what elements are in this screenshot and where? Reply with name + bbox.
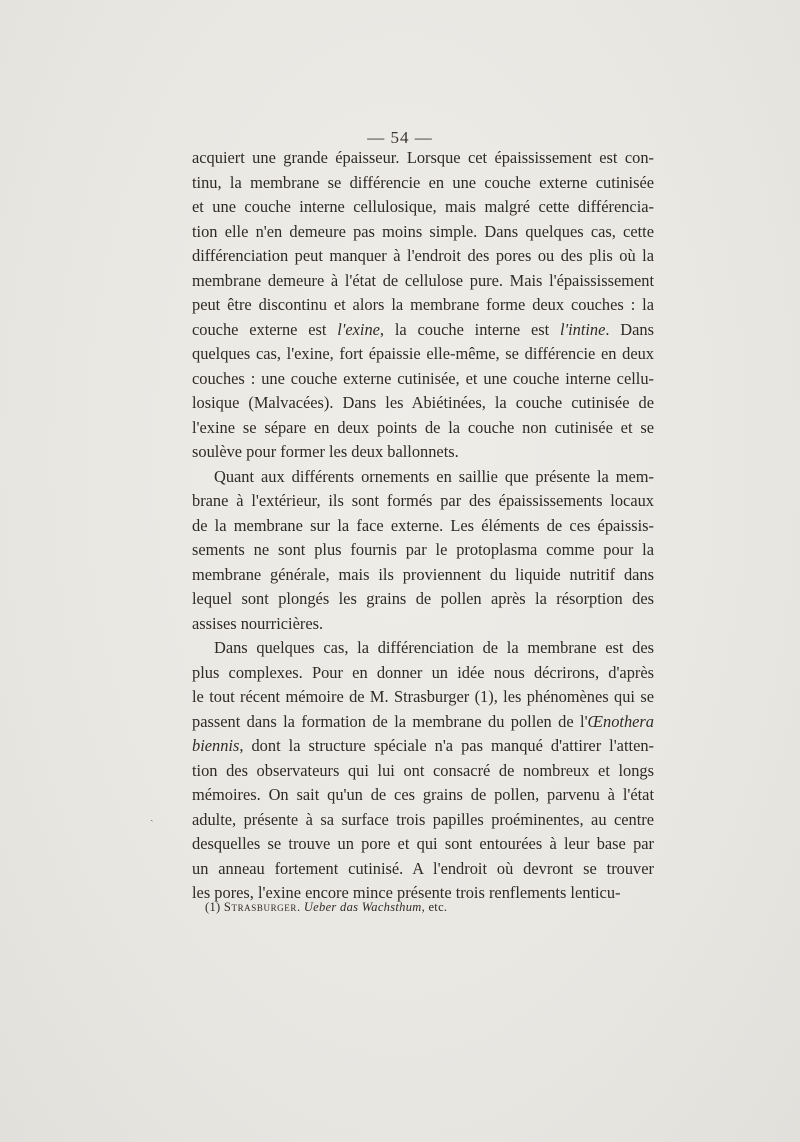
text-line: losique (Malvacées). Dans les Abiétinées, la couche cutinisée de: [192, 393, 654, 412]
text-line: tion des observateurs qui lui ont consacré de nombreux et longs: [192, 760, 654, 780]
text-line: peut être discontinu et alors la membrane forme deux couches : la: [192, 295, 654, 314]
text-line: quelques cas, l'exine, fort épaissie elle-même, se différencie en deux: [192, 344, 654, 363]
text-line: sements ne sont plus fournis par le protoplasma comme pour la: [192, 540, 654, 559]
italic-term: l'intine: [560, 319, 606, 339]
italic-term: biennis: [192, 736, 240, 755]
text-line: Quant aux différents ornements en saillie que présente la mem-: [214, 466, 654, 486]
text-line: et une couche interne cellulosique, mais malgré cette différencia-: [192, 197, 654, 216]
text-line: soulève pour former les deux ballonnets.: [192, 442, 459, 461]
footnote-number: (1): [205, 900, 221, 914]
text-line: biennis, dont la structure spéciale n'a pas manqué d'attirer l'atten-: [192, 736, 654, 755]
text-line: membrane demeure à l'état de cellulose pure. Mais l'épaississement: [192, 270, 654, 290]
body-text: [192, 146, 654, 906]
text-line: l'exine se sépare en deux points de la couche non cutinisée et se: [192, 417, 654, 437]
text-line: couches : une couche externe cutinisée, et une couche interne cellu-: [192, 368, 654, 388]
text-line: de la membrane sur la face externe. Les éléments de ces épaissis-: [192, 515, 654, 535]
text-line: passent dans la formation de la membrane du pollen de l'Œnothera: [192, 711, 654, 731]
text-line: adulte, présente à sa surface trois papilles proéminentes, au centre: [192, 809, 654, 829]
footnote-author: Strasburger: [223, 900, 297, 914]
text-line: tion elle n'en demeure pas moins simple. Dans quelques cas, cette: [192, 221, 654, 241]
footnote-title: Ueber das Wachsthum: [303, 900, 422, 914]
italic-term: Œnothera: [587, 711, 654, 731]
text-line: brane à l'extérieur, ils sont formés par des épaississements locaux: [192, 491, 654, 510]
italic-term: l'exine: [337, 319, 380, 339]
text-line: les pores, l'exine encore mince présente trois renflements lenticu-: [192, 883, 621, 902]
text-line: tinu, la membrane se différencie en une couche externe cutinisée: [192, 172, 654, 192]
text-line: membrane générale, mais ils proviennent du liquide nutritif dans: [192, 564, 654, 584]
text-line: desquelles se trouve un pore et qui sont entourées à leur base par: [192, 834, 654, 853]
margin-mark: ˎ: [150, 810, 154, 822]
text-line: acquiert une grande épaisseur. Lorsque cet épaississement est con-: [192, 148, 654, 167]
page-number: — 54 —: [367, 128, 433, 147]
footnote: (1) Strasburger. Ueber das Wachsthum, etc.: [205, 900, 448, 914]
text-line: Dans quelques cas, la différenciation de la membrane est des: [214, 638, 654, 657]
text-line: couche externe est l'exine, la couche interne est l'intine. Dans: [192, 319, 654, 339]
text-line: lequel sont plongés les grains de pollen après la résorption des: [192, 589, 654, 608]
footnote-suffix: , etc.: [421, 900, 448, 914]
text-line: mémoires. On sait qu'un de ces grains de pollen, parvenu à l'état: [192, 785, 654, 804]
text-line: différenciation peut manquer à l'endroit des pores ou des plis où la: [192, 246, 654, 265]
text-line: un anneau fortement cutinisé. A l'endroit où devront se trouver: [192, 858, 654, 878]
text-line: le tout récent mémoire de M. Strasburger (1), les phénomènes qui se: [192, 687, 654, 706]
text-line: assises nourricières.: [192, 613, 324, 633]
text-line: plus complexes. Pour en donner un idée nous décrirons, d'après: [192, 662, 654, 682]
